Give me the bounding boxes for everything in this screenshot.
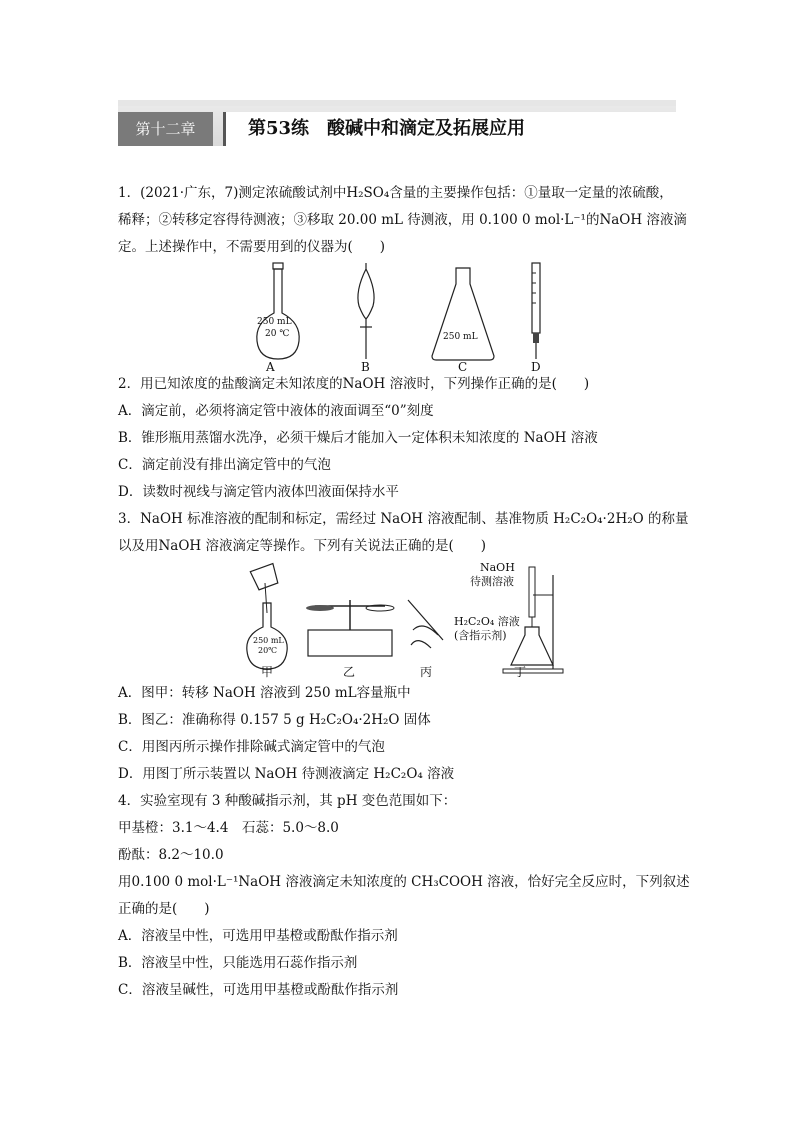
q1-figure: [118, 261, 678, 374]
q3-label-jia: 甲: [261, 665, 274, 679]
q3-naoh-label: NaOH: [480, 561, 515, 574]
q4-option-c: C．溶液呈碱性，可选用甲基橙或酚酞作指示剂: [118, 982, 399, 998]
q1-line3: 定。上述操作中，不需要用到的仪器为( ): [118, 239, 386, 255]
header-stripe: [118, 100, 676, 106]
conical-flask-icon: [428, 266, 498, 366]
q3-label-yi: 乙: [343, 665, 356, 679]
q3-figure: [118, 560, 678, 680]
q3-option-d: D．用图丁所示装置以 NaOH 待测液滴定 H₂C₂O₄ 溶液: [118, 766, 455, 782]
q3-oxalic-label: H₂C₂O₄ 溶液: [454, 615, 520, 628]
flask-volume-label: 250 mL: [257, 317, 292, 327]
q1-label-c: C: [458, 360, 468, 374]
q4-line2: 甲基橙：3.1～4.4 石蕊：5.0～8.0: [118, 820, 339, 836]
chapter-header: [118, 100, 676, 146]
q3-option-b: B．图乙：准确称得 0.157 5 g H₂C₂O₄·2H₂O 固体: [118, 712, 431, 728]
conical-volume-label: 250 mL: [443, 332, 478, 342]
q3-flask-volume: 250 mL: [253, 636, 284, 645]
q1-line2: 稀释；②转移定容得待测液；③移取 20.00 mL 待测液，用 0.100 0 mol·L⁻¹的NaOH 溶液滴: [118, 212, 687, 228]
q2-option-c: C．滴定前没有排出滴定管中的气泡: [118, 457, 331, 473]
q4-option-a: A．溶液呈中性，可选用甲基橙或酚酞作指示剂: [118, 928, 398, 944]
q4-option-b: B．溶液呈中性，只能选用石蕊作指示剂: [118, 955, 358, 971]
q4-line5: 正确的是( ): [118, 901, 210, 917]
q4-line3: 酚酞：8.2～10.0: [118, 847, 224, 863]
q2-stem: 2．用已知浓度的盐酸滴定未知浓度的NaOH 溶液时，下列操作正确的是( ): [118, 376, 590, 392]
balance-icon: [300, 590, 400, 660]
q3-test-solution-label: 待测溶液: [470, 575, 514, 588]
q2-option-d: D．读数时视线与滴定管内液体凹液面保持水平: [118, 484, 399, 500]
q3-option-c: C．用图丙所示操作排除碱式滴定管中的气泡: [118, 739, 385, 755]
q1-label-b: B: [361, 360, 370, 374]
q3-label-ding: 丁: [514, 665, 527, 679]
q3-indicator-label: (含指示剂): [454, 629, 507, 642]
page-title: 第53练 酸碱中和滴定及拓展应用: [248, 118, 526, 139]
beaker-pouring-icon: [243, 565, 303, 675]
separatory-funnel-icon: [351, 261, 381, 361]
flask-temp-label: 20 ℃: [265, 329, 290, 339]
q1-label-d: D: [531, 360, 541, 374]
q3-option-a: A．图甲：转移 NaOH 溶液到 250 mL容量瓶中: [118, 685, 411, 701]
question-content: [118, 180, 690, 1004]
q1-label-a: A: [266, 360, 275, 374]
q2-option-a: A．滴定前，必须将滴定管中液体的液面调至“0”刻度: [118, 403, 434, 419]
q1-line1: 1．(2021·广东，7)测定浓硫酸试剂中H₂SO₄含量的主要操作包括：①量取一定量的浓硫酸，: [118, 185, 673, 201]
chapter-label: 第十二章: [118, 112, 213, 146]
title-box: [223, 112, 676, 146]
q3-line2: 以及用NaOH 溶液滴定等操作。下列有关说法正确的是( ): [118, 538, 487, 554]
q3-flask-temp: 20℃: [258, 646, 278, 655]
q4-line1: 4．实验室现有 3 种酸碱指示剂，其 pH 变色范围如下：: [118, 793, 457, 809]
hand-burette-icon: [403, 590, 453, 660]
burette-icon: [526, 261, 546, 361]
volumetric-flask-icon: [253, 261, 303, 361]
q2-option-b: B．锥形瓶用蒸馏水洗净，必须干燥后才能加入一定体积未知浓度的 NaOH 溶液: [118, 430, 598, 446]
q3-line1: 3．NaOH 标准溶液的配制和标定，需经过 NaOH 溶液配制、基准物质 H₂C₂O₄·2H₂O 的称量: [118, 511, 689, 527]
q3-label-bing: 丙: [420, 665, 433, 679]
q4-line4: 用0.100 0 mol·L⁻¹NaOH 溶液滴定未知浓度的 CH₃COOH 溶液，恰好完全反应时，下列叙述: [118, 874, 690, 890]
